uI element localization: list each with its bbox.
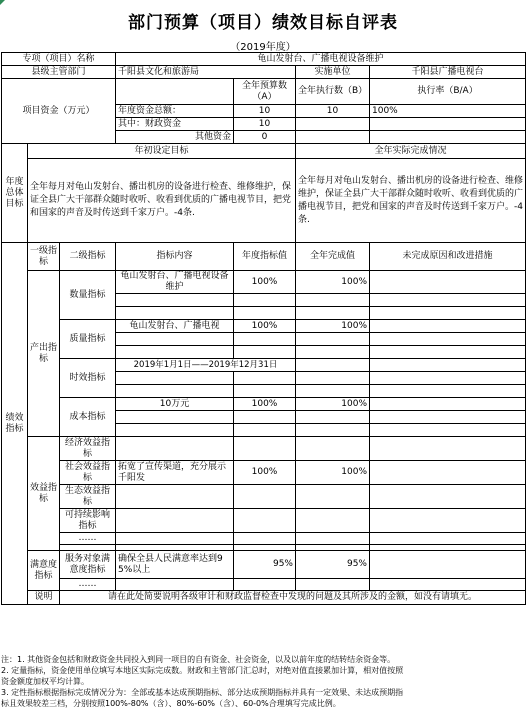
quantity-content: 龟山发射台、广播电视设备维护 — [116, 271, 234, 294]
perf-col-lvl1: 一级指标 — [28, 243, 60, 271]
satisfaction-label: 满意度指标 — [28, 551, 60, 591]
funds-row-label: 其他资金 — [116, 131, 234, 144]
social-content: 拓宽了宣传渠道，充分展示千阳发 — [116, 461, 234, 485]
social-actual: 100% — [296, 461, 370, 485]
footnotes — [1, 654, 523, 709]
ellipsis: …… — [60, 533, 116, 545]
perf-col-lvl2: 二级指标 — [60, 243, 116, 271]
footnote-line: 标且效果较差三档，分别按照100%-80%（含）、80%-60%（含）、60-0%合理填写完成比例。 — [1, 699, 341, 708]
cell-marker-icon — [0, 0, 5, 5]
project-name: 龟山发射台、广播电视设备维护 — [116, 53, 526, 66]
economic-label: 经济效益指标 — [60, 437, 116, 461]
time-content: 2019年1月1日——2019年12月31日 — [116, 359, 296, 372]
quantity-label: 数量指标 — [60, 271, 116, 320]
funds-budget: 0 — [234, 131, 296, 144]
funds-row-label: 其中：财政资金 — [116, 118, 234, 131]
perf-col-content: 指标内容 — [116, 243, 234, 271]
output-label: 产出指标 — [28, 271, 60, 437]
quantity-actual: 100% — [296, 271, 370, 294]
footnote-line: 2. 定量指标，资金使用单位填写本地区实际完成数。财政和主管部门汇总时，对绝对值直接累加计算，相对值按照 — [1, 666, 404, 675]
goals-set-header: 年初设定目标 — [28, 144, 296, 159]
benefit-label: 效益指标 — [28, 437, 60, 551]
satisfaction-actual: 95% — [296, 551, 370, 579]
social-label: 社会效益指标 — [60, 461, 116, 485]
funds-budget: 10 — [234, 105, 296, 118]
timeliness-label: 时效指标 — [60, 359, 116, 398]
ecological-label: 生态效益指标 — [60, 485, 116, 509]
funds-label: 项目资金（万元） — [2, 79, 116, 144]
cost-actual: 100% — [296, 398, 370, 411]
footnote-line: 3. 定性指标根据指标完成情况分为：全部或基本达成预期指标、部分达成预期指标并具有一定效果、未达成预期指 — [1, 688, 404, 697]
service-satisfaction-label: 服务对象满意度指标 — [60, 551, 116, 579]
unit-label: 实施单位 — [296, 66, 370, 79]
funds-rate — [370, 118, 526, 131]
perf-col-target: 年度指标值 — [234, 243, 296, 271]
funds-budget: 10 — [234, 118, 296, 131]
funds-rate: 100% — [370, 105, 526, 118]
footnote-line: 资金额度加权平均计算。 — [1, 677, 89, 686]
funds-col-rate: 执行率（B/A） — [370, 79, 526, 105]
remark-label: 说明 — [28, 591, 60, 605]
ellipsis: …… — [60, 579, 116, 591]
goals-label: 年度总体目标 — [2, 144, 28, 243]
goals-actual-header: 全年实际完成情况 — [296, 144, 526, 159]
evaluation-table — [1, 52, 526, 605]
goals-actual-text: 全年每月对龟山发射台、播出机房的设备进行检查、维修维护，保证全县广大干部群众随时收听、收看到优质的广播电视节目，把党和国家的声音及时传送到千家万户。-4条. — [296, 159, 526, 243]
funds-exec: 10 — [296, 105, 370, 118]
form-title: 部门预算（项目）绩效目标自评表 — [128, 13, 398, 33]
cost-label: 成本指标 — [60, 398, 116, 437]
funds-blank — [116, 79, 234, 105]
quality-label: 质量指标 — [60, 320, 116, 359]
funds-col-exec: 全年执行数（B） — [296, 79, 370, 105]
form-year: （2019年度） — [230, 42, 296, 53]
perf-label: 绩效指标 — [2, 243, 28, 605]
quality-target: 100% — [234, 320, 296, 333]
social-target: 100% — [234, 461, 296, 485]
satisfaction-content: 确保全县人民满意率达到95%以上 — [116, 551, 234, 579]
goals-set-text: 全年每月对龟山发射台、播出机房的设备进行检查、维修维护，保证全县广大干部群众随时收听、收看到优质的广播电视节目，把党和国家的声音及时传送到千家万户。-4条. — [28, 159, 296, 243]
perf-col-reason: 未完成原因和改进措施 — [370, 243, 526, 271]
funds-row-label: 年度资金总额： — [116, 105, 234, 118]
perf-col-actual: 全年完成值 — [296, 243, 370, 271]
quality-content: 龟山发射台、广播电视 — [116, 320, 234, 333]
funds-col-budget: 全年预算数（A） — [234, 79, 296, 105]
funds-rate — [370, 131, 526, 144]
dept-name: 千阳县文化和旅游局 — [116, 66, 296, 79]
sustainable-label: 可持续影响指标 — [60, 509, 116, 533]
cost-target: 100% — [234, 398, 296, 411]
quantity-target: 100% — [234, 271, 296, 294]
quality-actual: 100% — [296, 320, 370, 333]
satisfaction-target: 95% — [234, 551, 296, 579]
dept-label: 县级主管部门 — [2, 66, 116, 79]
footnote-line: 注：1. 其他资金包括和财政资金共同投入到同一项目的自有资金、社会资金，以及以前年度的结转结余资金等。 — [1, 655, 396, 664]
unit-name: 千阳县广播电视台 — [370, 66, 526, 79]
funds-exec — [296, 131, 370, 144]
funds-exec — [296, 118, 370, 131]
remark-text: 请在此处简要说明各级审计和财政监督检查中发现的问题及其所涉及的金额，如没有请填无。 — [60, 591, 526, 605]
cost-content: 10万元 — [116, 398, 234, 411]
project-label: 专项（项目）名称 — [2, 53, 116, 66]
